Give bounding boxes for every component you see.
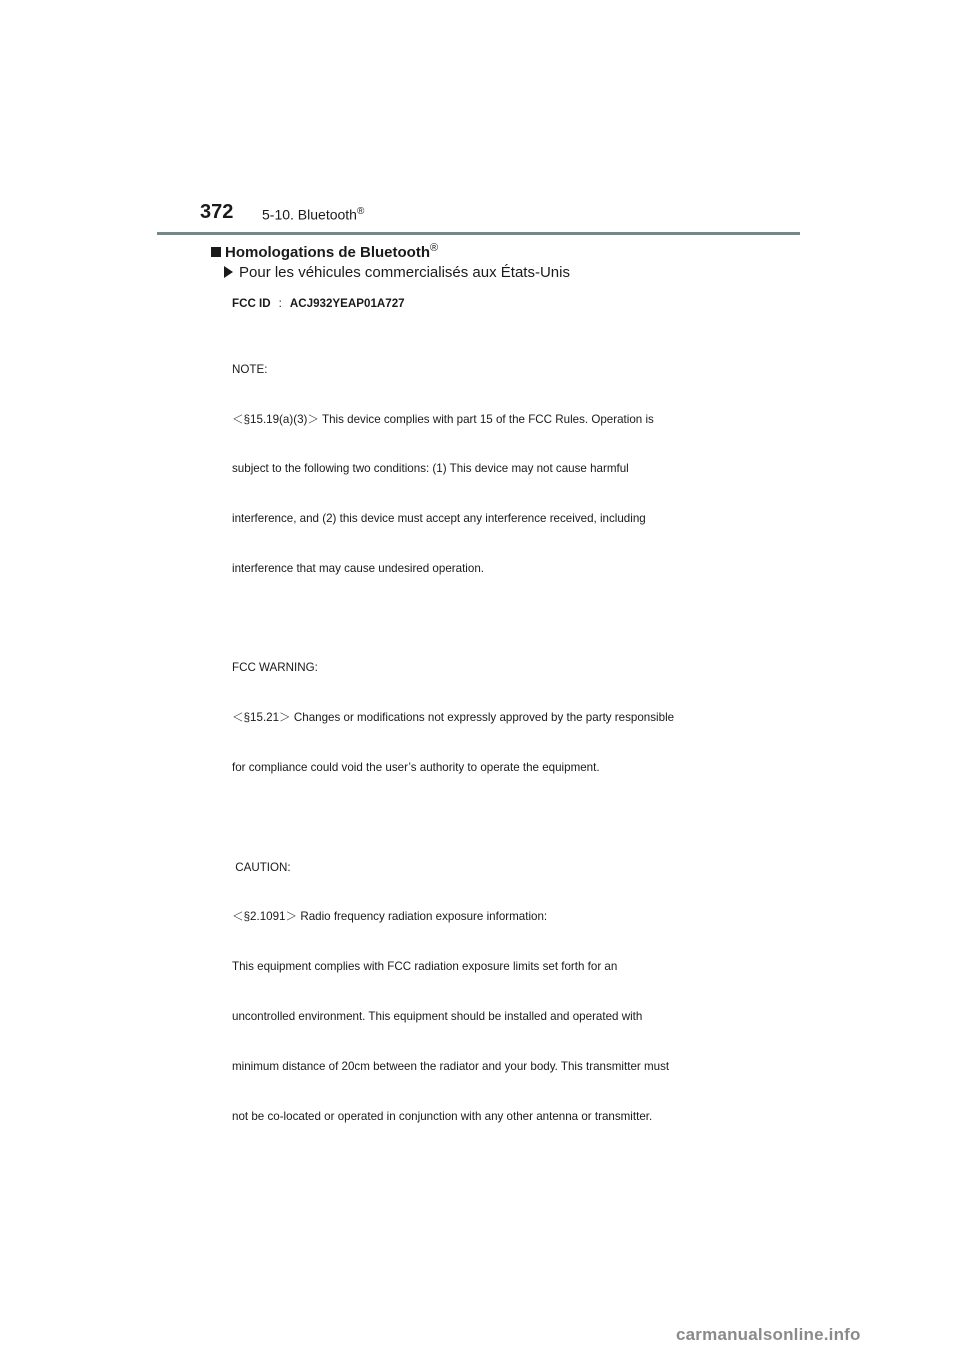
page-number: 372 — [200, 201, 234, 223]
square-bullet-icon — [211, 247, 221, 257]
subheading-text: Pour les véhicules commercialisés aux États-Unis — [239, 264, 570, 281]
fcc-id-separator: : — [278, 297, 282, 310]
warning-paragraph — [232, 627, 752, 810]
fcc-id-label: FCC ID — [232, 297, 271, 310]
warning-line: ＜§15.21＞ Changes or modifications not expressly approved by the party responsible — [232, 711, 675, 725]
note-paragraph — [232, 329, 752, 611]
caution-line: uncontrolled environment. This equipment should be installed and operated with — [232, 1009, 643, 1023]
note-line: subject to the following two conditions: (1) This device may not cause harmful — [232, 462, 629, 476]
fcc-statement-block — [232, 296, 752, 1175]
note-line: ＜§15.19(a)(3)＞ This device complies with part 15 of the FCC Rules. Operation is — [232, 412, 654, 426]
registered-mark: ® — [356, 206, 365, 217]
caution-line: ＜§2.1091＞ Radio frequency radiation exposure information: — [232, 910, 548, 924]
fcc-id-value: ACJ932YEAP01A727 — [289, 297, 405, 310]
subheading — [224, 264, 570, 281]
section-heading — [211, 242, 438, 261]
caution-paragraph — [232, 826, 752, 1158]
caution-line: This equipment complies with FCC radiation exposure limits set forth for an — [232, 960, 618, 974]
heading-registered-mark: ® — [429, 242, 439, 254]
caution-line: not be co-located or operated in conjunction with any other antenna or transmitter. — [232, 1109, 653, 1123]
fcc-id-line — [232, 296, 752, 313]
note-line: interference that may cause undesired operation. — [232, 561, 484, 575]
header-divider — [157, 232, 800, 235]
triangle-bullet-icon — [224, 266, 233, 278]
caution-title: CAUTION: — [232, 860, 291, 874]
heading-text: Homologations de Bluetooth — [225, 244, 430, 261]
warning-title: FCC WARNING: — [232, 661, 318, 675]
note-line: interference, and (2) this device must accept any interference received, including — [232, 512, 646, 526]
warning-line: for compliance could void the user’s authority to operate the equipment. — [232, 761, 600, 775]
section-title-text: 5-10. Bluetooth — [262, 206, 357, 223]
note-title: NOTE: — [232, 362, 268, 376]
section-title — [262, 206, 364, 223]
caution-line: minimum distance of 20cm between the radiator and your body. This transmitter must — [232, 1059, 670, 1073]
watermark-logo: carmanualsonline.info — [676, 1325, 861, 1344]
